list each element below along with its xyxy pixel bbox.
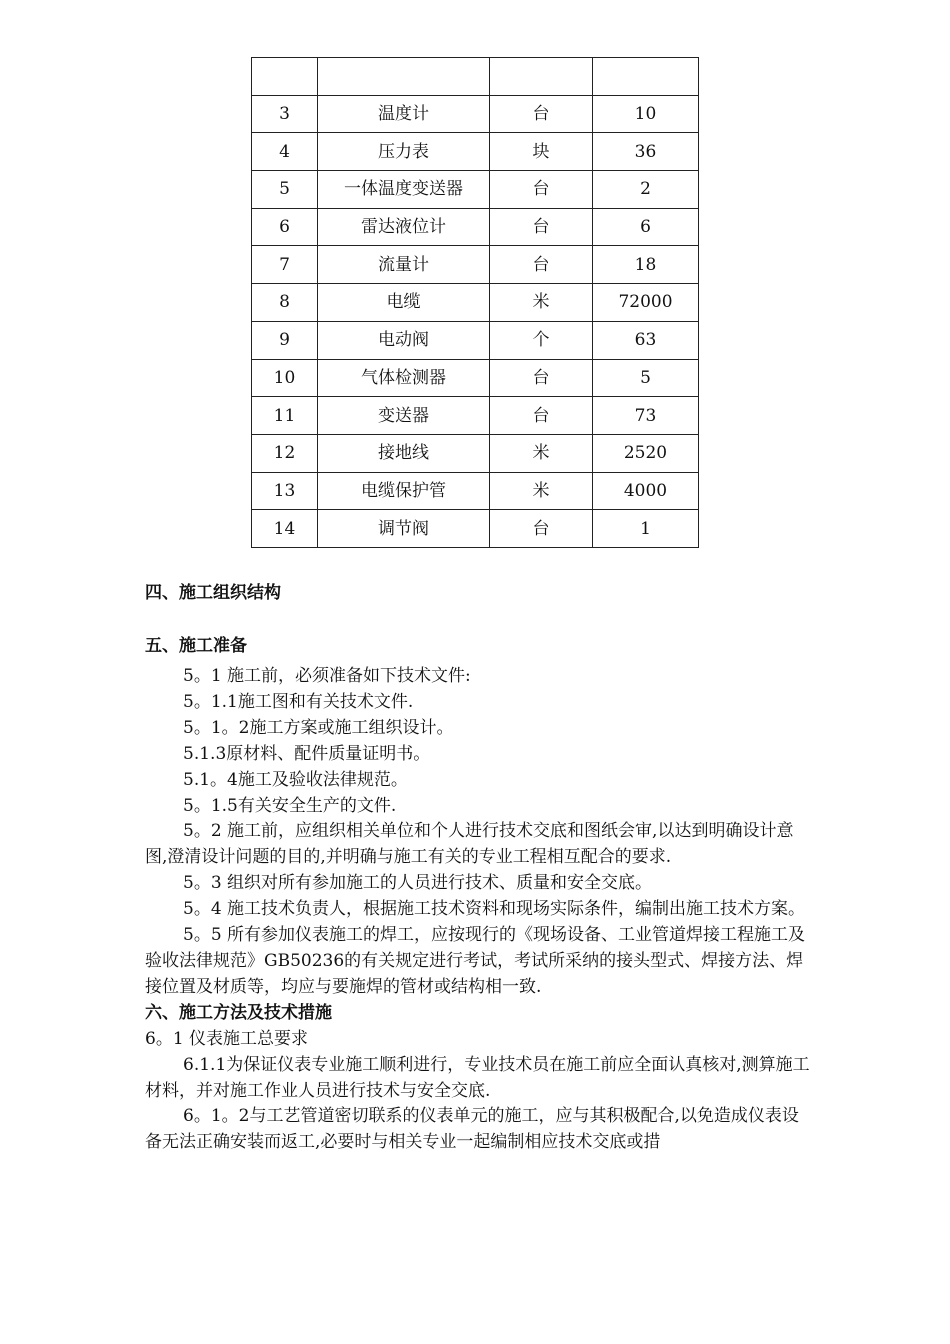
quantity-cell: 2: [593, 171, 699, 209]
item-name-cell: 变送器: [318, 397, 490, 435]
item-name-cell: 温度计: [318, 95, 490, 133]
item-number-cell: 10: [252, 359, 318, 397]
unit-cell: [490, 58, 593, 96]
table-row: [252, 397, 699, 435]
paragraph-5-1-3: 5.1.3原材料、配件质量证明书。: [183, 743, 431, 764]
item-number-cell: 12: [252, 434, 318, 472]
item-number-cell: 9: [252, 321, 318, 359]
paragraph-5-3: 5。3 组织对所有参加施工的人员进行技术、质量和安全交底。: [183, 873, 653, 894]
quantity-cell: 1: [593, 510, 699, 548]
item-number-cell: 11: [252, 397, 318, 435]
unit-cell: 台: [490, 208, 593, 246]
item-number-cell: 4: [252, 133, 318, 171]
quantity-cell: 63: [593, 321, 699, 359]
unit-cell: 块: [490, 133, 593, 171]
item-name-cell: 接地线: [318, 434, 490, 472]
quantity-cell: 72000: [593, 284, 699, 322]
quantity-cell: [593, 58, 699, 96]
table-row: [252, 284, 699, 322]
item-number-cell: 5: [252, 171, 318, 209]
item-number-cell: 6: [252, 208, 318, 246]
paragraph-5-1-2: 5。1。2施工方案或施工组织设计。: [183, 717, 454, 738]
table-row: [252, 434, 699, 472]
quantity-cell: 10: [593, 95, 699, 133]
paragraph-6-1: 6。1 仪表施工总要求: [145, 1028, 309, 1049]
table-row: [252, 133, 699, 171]
item-name-cell: [318, 58, 490, 96]
section-heading-6: 六、施工方法及技术措施: [145, 1002, 332, 1023]
paragraph-5-1-4: 5.1。4施工及验收法律规范。: [183, 769, 408, 790]
item-number-cell: 8: [252, 284, 318, 322]
equipment-table: [251, 57, 699, 548]
table-row: [252, 359, 699, 397]
quantity-cell: 73: [593, 397, 699, 435]
table-row: [252, 95, 699, 133]
unit-cell: 米: [490, 284, 593, 322]
table-row: [252, 472, 699, 510]
equipment-table-body: [252, 58, 699, 548]
quantity-cell: 5: [593, 359, 699, 397]
item-name-cell: 气体检测器: [318, 359, 490, 397]
unit-cell: 台: [490, 246, 593, 284]
paragraph-6-1-2: 6。1。2与工艺管道密切联系的仪表单元的施工，应与其积极配合,以免造成仪表设备无法正确安装而返工,必要时与相关专业一起编制相应技术交底或措: [145, 1106, 799, 1153]
quantity-cell: 18: [593, 246, 699, 284]
table-row: [252, 246, 699, 284]
table-row: [252, 171, 699, 209]
item-name-cell: 电缆: [318, 284, 490, 322]
unit-cell: 台: [490, 359, 593, 397]
quantity-cell: 2520: [593, 434, 699, 472]
paragraph-6-1-1: 6.1.1为保证仪表专业施工顺利进行，专业技术员在施工前应全面认真核对,测算施工材料，并对施工作业人员进行技术与安全交底.: [145, 1054, 810, 1101]
item-name-cell: 一体温度变送器: [318, 171, 490, 209]
body-text: [145, 664, 813, 1156]
item-number-cell: 14: [252, 510, 318, 548]
quantity-cell: 36: [593, 133, 699, 171]
item-name-cell: 电动阀: [318, 321, 490, 359]
item-name-cell: 雷达液位计: [318, 208, 490, 246]
paragraph-5-2: 5。2 施工前，应组织相关单位和个人进行技术交底和图纸会审,以达到明确设计意图,澄清设计问题的目的,并明确与施工有关的专业工程相互配合的要求.: [145, 821, 794, 868]
item-name-cell: 压力表: [318, 133, 490, 171]
unit-cell: 台: [490, 397, 593, 435]
item-name-cell: 流量计: [318, 246, 490, 284]
paragraph-5-1: 5。1 施工前，必须准备如下技术文件:: [183, 666, 471, 686]
table-row: [252, 208, 699, 246]
paragraph-5-1-5: 5。1.5有关安全生产的文件.: [183, 795, 397, 816]
item-number-cell: 13: [252, 472, 318, 510]
quantity-cell: 6: [593, 208, 699, 246]
item-number-cell: 3: [252, 95, 318, 133]
item-name-cell: 电缆保护管: [318, 472, 490, 510]
table-row: [252, 510, 699, 548]
unit-cell: 个: [490, 321, 593, 359]
item-name-cell: 调节阀: [318, 510, 490, 548]
unit-cell: 台: [490, 95, 593, 133]
unit-cell: 台: [490, 171, 593, 209]
paragraph-5-1-1: 5。1.1施工图和有关技术文件.: [183, 691, 414, 712]
unit-cell: 米: [490, 434, 593, 472]
paragraph-5-4: 5。4 施工技术负责人，根据施工技术资料和现场实际条件，编制出施工技术方案。: [183, 899, 806, 920]
quantity-cell: 4000: [593, 472, 699, 510]
table-row: [252, 321, 699, 359]
section-heading-4: 四、施工组织结构: [145, 583, 281, 603]
item-number-cell: [252, 58, 318, 96]
paragraph-5-5: 5。5 所有参加仪表施工的焊工，应按现行的《现场设备、工业管道焊接工程施工及验收法律规范》GB50236的有关规定进行考试，考试所采纳的接头型式、焊接方法、焊接位置及材质等，均应与要施焊的管材或结构相一致.: [145, 925, 806, 997]
section-heading-5: 五、施工准备: [145, 636, 247, 656]
table-row: [252, 58, 699, 96]
unit-cell: 台: [490, 510, 593, 548]
unit-cell: 米: [490, 472, 593, 510]
item-number-cell: 7: [252, 246, 318, 284]
